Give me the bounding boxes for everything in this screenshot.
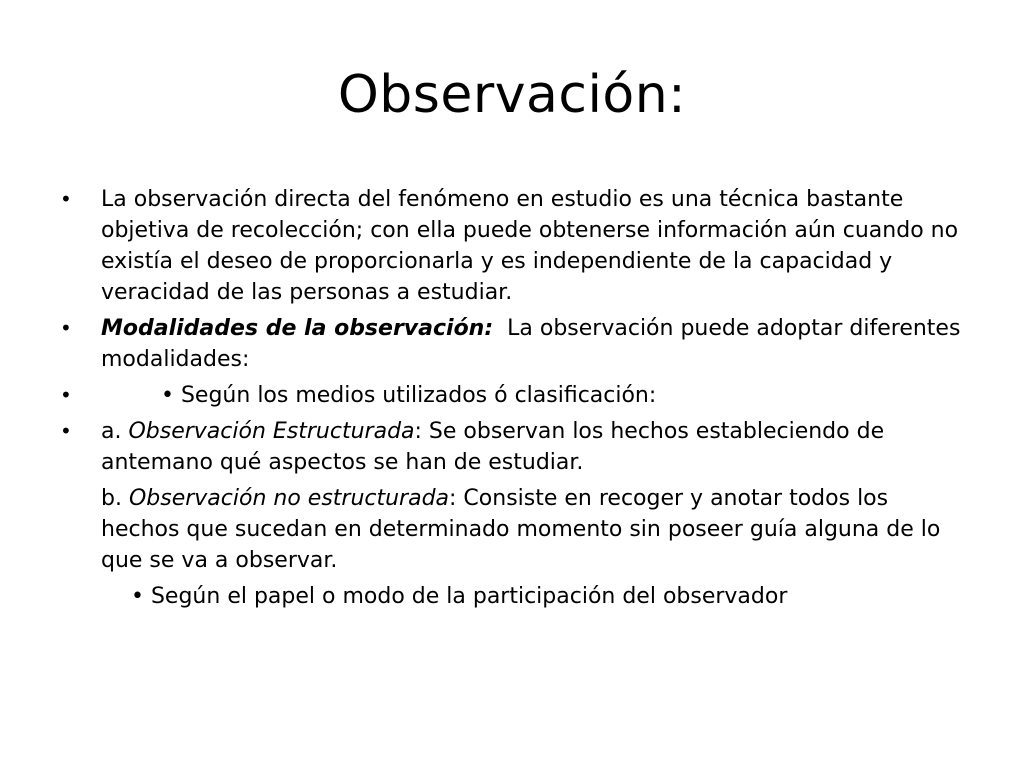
bullet-marker: • — [60, 419, 72, 443]
bullet-item-2 — [60, 313, 970, 375]
item-text: : Consiste en recoger y anotar todos los hechos que sucedan en determinado momento sin poseer guía alguna de lo que se va a observar. — [101, 486, 941, 573]
item-prefix: a. — [101, 419, 129, 444]
paragraph-item-5 — [60, 483, 970, 576]
slide-body — [60, 184, 970, 617]
bullet-item-4 — [60, 416, 970, 478]
slide-title: Observación: — [337, 65, 687, 125]
sub-bullet-text: • Según el papel o modo de la participación del observador — [131, 584, 788, 609]
sub-bullet-text: • Según los medios utilizados ó clasificación: — [161, 383, 657, 408]
bullet-text: La observación directa del fenómeno en estudio es una técnica bastante objetiva de recolección; con ella puede obtenerse información aún cuando no existía el deseo de proporcionarla y es independiente de la capacidad y veracidad de las personas a estudiar. — [101, 187, 959, 305]
bullet-marker: • — [60, 316, 72, 340]
item-lead: Observación no estructurada — [128, 486, 450, 511]
bullet-marker: • — [60, 383, 72, 407]
bullet-marker: • — [60, 187, 72, 211]
paragraph-item-6 — [60, 581, 970, 612]
bullet-lead: Modalidades de la observación: — [101, 316, 494, 341]
item-prefix: b. — [101, 486, 129, 511]
item-text: : Se observan los hechos estableciendo de antemano qué aspectos se han de estudiar. — [101, 419, 885, 475]
item-lead: Observación Estructurada — [128, 419, 415, 444]
bullet-text: La observación puede adoptar diferentes modalidades: — [101, 316, 968, 372]
bullet-item-1 — [60, 184, 970, 308]
bullet-item-3 — [60, 380, 970, 411]
